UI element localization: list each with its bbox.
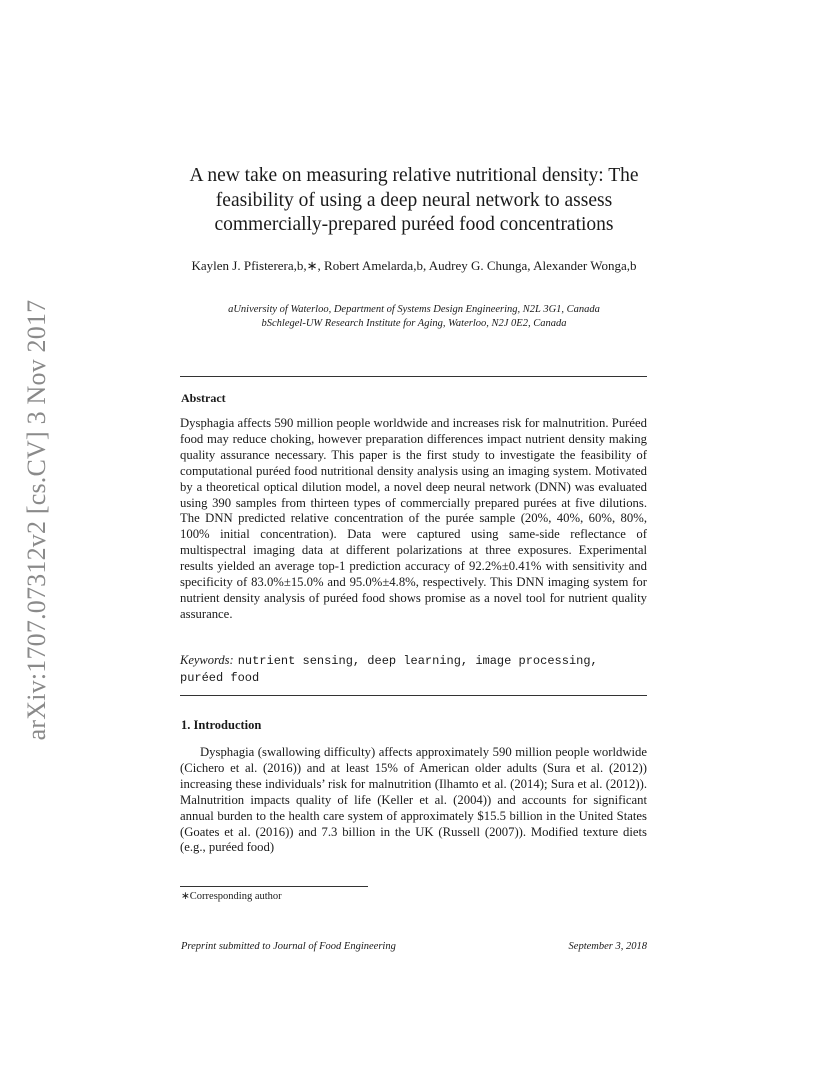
footer-date: September 3, 2018 (568, 941, 647, 952)
abstract-top-rule (180, 376, 647, 377)
footnote-rule (180, 886, 368, 887)
paper-title: A new take on measuring relative nutritional density: The feasibility of using a deep neural network to assess commercially-prepared puréed food concentrations (189, 165, 639, 235)
arxiv-identifier-text: arXiv:1707.07312v2 [cs.CV] 3 Nov 2017 (22, 299, 51, 741)
introduction-heading: 1. Introduction (181, 718, 262, 732)
keywords-label: Keywords: (180, 653, 234, 667)
affiliations (150, 303, 678, 330)
preprint-note: Preprint submitted to Journal of Food Engineering (181, 941, 396, 952)
keywords-list: nutrient sensing, deep learning, image processing, puréed food (180, 654, 598, 685)
affiliation-a: aUniversity of Waterloo, Department of Systems Design Engineering, N2L 3G1, Canada (228, 304, 600, 315)
abstract-bottom-rule (180, 695, 647, 696)
abstract-text: Dysphagia affects 590 million people worldwide and increases risk for malnutrition. Puréed food may reduce choking, however preparation differences impact nutrient density making quality assurance necessary. This paper is the first study to investigate the feasibility of computational puréed food nutritional density analysis using an imaging system. Motivated by a theoretical optical dilution model, a novel deep neural network (DNN) was evaluated using 390 samples from thirteen types of commercially prepared purées at five dilutions. The DNN predicted relative concentration of the purée sample (20%, 40%, 60%, 80%, 100% initial concentration). Data were captured using same-side reflectance of multispectral imaging data at different polarizations at three exposures. Experimental results yielded an average top-1 prediction accuracy of 92.2%±0.41% with sensitivity and specificity of 83.0%±15.0% and 95.0%±4.8%, respectively. This DNN imaging system for nutrient density analysis of puréed food shows promise as a novel tool for nutrient quality assurance. (180, 416, 647, 621)
footnote: ∗Corresponding author (181, 891, 282, 902)
author-list: Kaylen J. Pfisterera,b,∗, Robert Amelarda,b, Audrey G. Chunga, Alexander Wonga,b (191, 258, 637, 273)
abstract-heading: Abstract (181, 391, 226, 405)
affiliation-b: bSchlegel-UW Research Institute for Aging, Waterloo, N2J 0E2, Canada (261, 317, 567, 329)
introduction-text: Dysphagia (swallowing difficulty) affects approximately 590 million people worldwide (Cichero et al. (2016)) and at least 15% of American older adults (Sura et al. (2012)) increasing these individuals’ risk for malnutrition (Ilhamto et al. (2014); Sura et al. (2012)). Malnutrition impacts quality of life (Keller et al. (2004)) and accounts for significant annual burden to the health care system of approximately $15.5 billion in the United States (Goates et al. (2016)) and 7.3 billion in the UK (Russell (2007)). Modified texture diets (e.g., puréed food) (180, 745, 647, 855)
keywords (180, 652, 647, 686)
